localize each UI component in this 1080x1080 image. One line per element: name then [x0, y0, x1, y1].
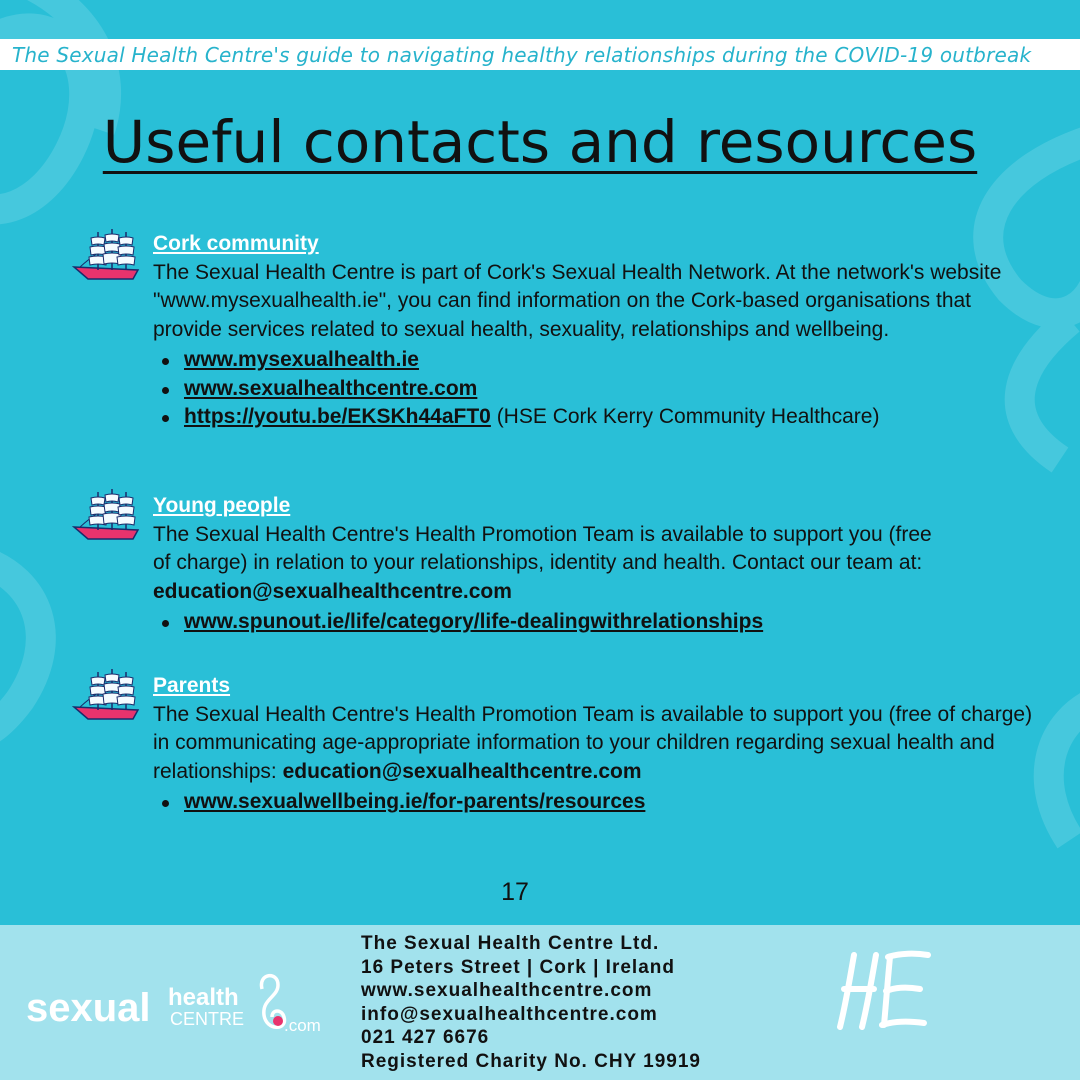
link-spunout[interactable]: www.spunout.ie/life/category/life-dealingwithrelationships	[184, 610, 764, 633]
email-address[interactable]: education@sexualhealthcentre.com	[153, 579, 512, 603]
section-body-text: The Sexual Health Centre's Health Promotion Team is available to support you (free of charge) in communicating age-appropriate information to your children regarding sexual health and relationships:	[153, 702, 1033, 783]
ship-icon	[72, 226, 148, 288]
address-line: info@sexualhealthcentre.com	[361, 1003, 658, 1025]
section-body-text: The Sexual Health Centre's Health Promotion Team is available to support you (free of charge) in relation to your relationships, identity and health. Contact our team at:	[153, 522, 932, 574]
address-line: www.sexualhealthcentre.com	[361, 980, 653, 1001]
list-item	[153, 608, 953, 637]
address-line: The Sexual Health Centre Ltd.	[361, 933, 660, 954]
email-address[interactable]: education@sexualhealthcentre.com	[282, 759, 642, 783]
ship-icon	[72, 486, 148, 548]
section-body: The Sexual Health Centre is part of Cork's Sexual Health Network. At the network's website "www.mysexualhealth.ie", you can find information on the Cork-based organisations that provide services related to sexual health, sexuality, relationships and wellbeing.	[153, 260, 1002, 341]
section-parents	[153, 672, 1053, 817]
logo-suffix: .com	[284, 1016, 321, 1035]
ship-icon	[72, 666, 148, 728]
list-item	[153, 375, 1003, 404]
logo-word-sexual: sexual	[26, 986, 151, 1030]
address-line: Registered Charity No. CHY 19919	[361, 1050, 701, 1072]
address-line: 16 Peters Street | Cork | Ireland	[361, 956, 675, 978]
section-cork-community	[153, 230, 1003, 432]
section-young-people	[153, 492, 953, 637]
link-sexualhealthcentre[interactable]: www.sexualhealthcentre.com	[184, 376, 478, 400]
link-list	[153, 346, 1003, 432]
banner-text: The Sexual Health Centre's guide to navigating healthy relationships during the COVID-19 outbreak	[12, 43, 1032, 67]
list-item	[153, 788, 1053, 817]
link-list	[153, 608, 953, 637]
page-title: Useful contacts and resources	[102, 108, 978, 176]
top-banner	[0, 39, 1080, 70]
link-list	[153, 788, 1053, 817]
logo-word-health: health	[168, 984, 239, 1011]
link-youtube[interactable]: https://youtu.be/EKSKh44aFT0	[184, 405, 491, 428]
footer	[0, 925, 1080, 1080]
hse-logo	[828, 947, 938, 1037]
sexual-health-centre-logo	[26, 963, 326, 1048]
section-heading: Cork community	[153, 232, 319, 255]
list-item	[153, 403, 1003, 432]
logo-word-centre: CENTRE	[170, 1009, 245, 1029]
page-number: 17	[501, 878, 529, 906]
list-item	[153, 346, 1003, 375]
link-mysexualhealth[interactable]: www.mysexualhealth.ie	[184, 348, 419, 371]
section-heading: Young people	[153, 494, 291, 517]
section-body	[153, 701, 1053, 787]
address-line: 021 427 6676	[361, 1027, 490, 1048]
section-body	[153, 521, 953, 607]
link-note: (HSE Cork Kerry Community Healthcare)	[490, 405, 880, 428]
link-sexualwellbeing[interactable]: www.sexualwellbeing.ie/for-parents/resources	[184, 790, 646, 813]
contact-address-block	[361, 932, 701, 1073]
section-heading: Parents	[153, 674, 231, 697]
